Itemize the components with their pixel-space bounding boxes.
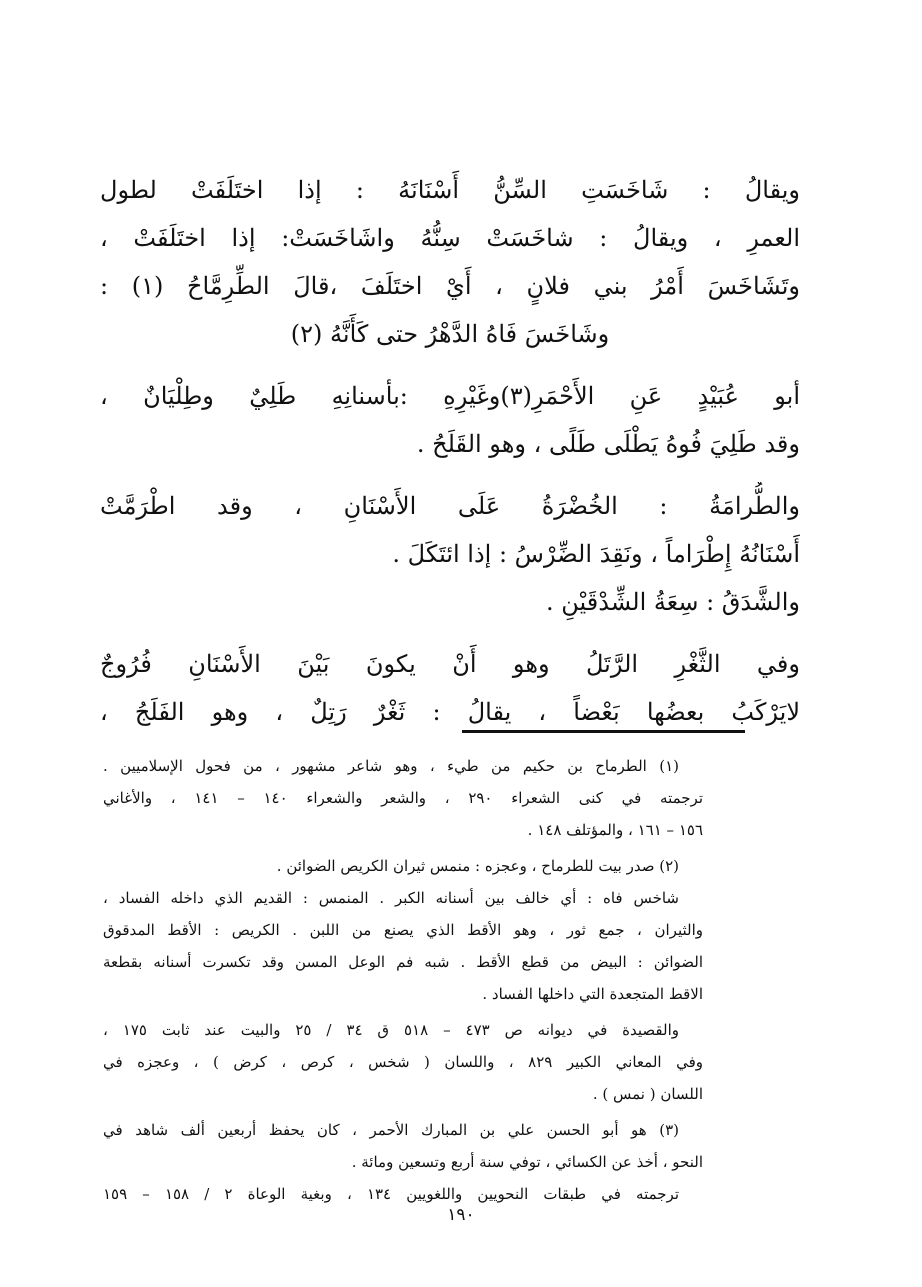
text-line: أَسْنَانُهُ إِطْرَاماً ، ونَقِدَ الضِّرْسُ : إذا ائتَكَلَ . [392,540,800,568]
footnotes [103,750,703,1210]
footnote-line: الضوائن : البيض من قطع الأقط . شبه فم الوعل المسن وقد تكسرت أسنانه بقطعة [103,953,703,971]
text-line: ويقالُ : شَاخَسَتِ السِّنُّ أَسْنَانَهُ : إذا اختَلَفَتْ لطول [100,176,800,204]
footnote-line: شاخس فاه : أي خالف بين أسنانه الكبر . المنمس : القديم الذي داخله الفساد ، [103,889,679,907]
footnote-line: ترجمته في طبقات النحويين واللغويين ١٣٤ ، وبغية الوعاة ٢ / ١٥٨ – ١٥٩ [103,1185,679,1203]
text-line: والطُّرامَةُ : الخُضْرَةُ عَلَى الأَسْنَانِ ، وقد اطْرَمَّتْ [100,492,800,520]
paragraph-ratal [100,640,800,736]
page-number: ١٩٠ [447,1205,475,1225]
footnote-1 [103,750,703,846]
footnote-line: وفي المعاني الكبير ٨٢٩ ، واللسان ( شخس ، كرص ، كرض ) ، وعجزه في [103,1053,703,1071]
footnote-line: الاقط المتجعدة التي داخلها الفساد . [482,985,703,1003]
footnote-divider [462,730,745,733]
footnote-line: ١٥٦ – ١٦١ ، والمؤتلف ١٤٨ . [527,821,703,839]
footnote-line: (١) الطرماح بن حكيم من طيء ، وهو شاعر مشهور ، من فحول الإسلاميين . [103,757,679,775]
paragraph-tali [100,372,800,468]
text-line: والشَّدَقُ : سِعَةُ الشِّدْقَيْنِ . [546,588,800,616]
footnote-3 [103,1114,703,1210]
paragraph-shakhasa [100,166,800,358]
footnote-line: والثيران ، جمع ثور ، وهو الأقط الذي يصنع من اللبن . الكريص : الأقط المدقوق [103,921,703,939]
footnote-2 [103,850,703,1010]
text-line: وقد طَلِيَ فُوهُ يَطْلَى طَلًى ، وهو القَلَحُ . [416,430,800,458]
footnote-line: والقصيدة في ديوانه ص ٤٧٣ – ٥١٨ ق ٣٤ / ٢٥ والبيت عند ثابت ١٧٥ ، [103,1021,679,1039]
paragraph-turama [100,482,800,578]
footnote-line: النحو ، أخذ عن الكسائي ، توفي سنة أربع وتسعين ومائة . [351,1153,703,1171]
footnote-line: (٢) صدر بيت للطرماح ، وعجزه : منمس ثيران الكريص الضوائن . [276,857,679,875]
main-text [100,166,800,736]
text-line: العمرِ ، ويقالُ : شاخَسَتْ سِنُّهُ واشَاخَسَتْ: إذا اختَلَفَتْ ، [100,224,800,252]
text-line: وتَشَاخَسَ أَمْرُ بني فلانٍ ، أَيْ اختَلَفَ ،قالَ الطِّرِمَّاحُ (١) : [100,272,800,300]
verse-line: وشَاخَسَ فَاهُ الدَّهْرُ حتى كَأَنَّهُ (٢) [290,320,610,348]
footnote-line: اللسان ( نمس ) . [592,1085,703,1103]
text-line: لايَرْكَبُ بعضُها بَعْضاً ، يقالُ : ثَغْرٌ رَتِلٌ ، وهو الفَلَجُ ، [100,698,800,726]
footnote-line: ترجمته في كنى الشعراء ٢٩٠ ، والشعر والشعراء ١٤٠ – ١٤١ ، والأغاني [103,789,703,807]
footnote-line: (٣) هو أبو الحسن علي بن المبارك الأحمر ، كان يحفظ أربعين ألف شاهد في [103,1121,679,1139]
footnote-2-sources [103,1014,703,1110]
paragraph-shadaq [100,578,800,626]
text-line: أبو عُبَيْدٍ عَنِ الأَحْمَرِ(٣)وغَيْرِهِ :بأسنانِهِ طَلِيٌ وطِلْيَانٌ ، [100,382,800,410]
text-line: وفي الثَّغْرِ الرَّتَلُ وهو أَنْ يكونَ بَيْنَ الأَسْنَانِ فُرُوجٌ [100,650,800,678]
